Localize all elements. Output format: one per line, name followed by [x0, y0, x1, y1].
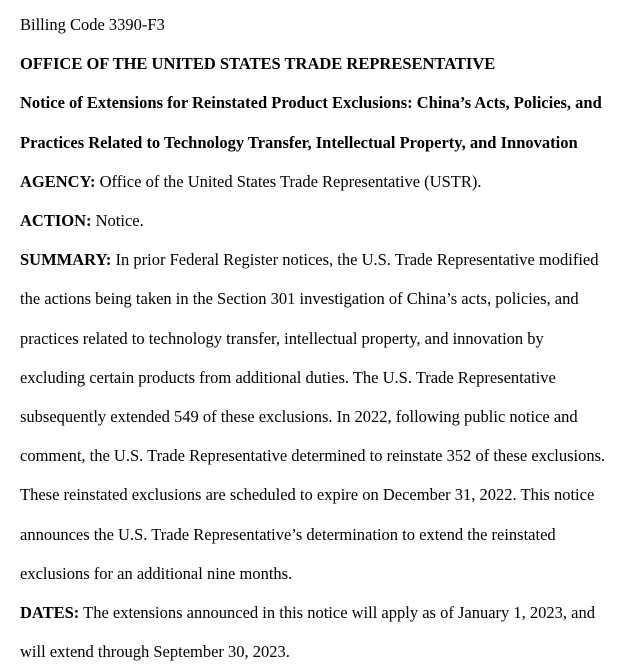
notice-title-line-1: Notice of Extensions for Reinstated Product Exclusions: China’s Acts, Policies, and [20, 93, 602, 113]
dates-line-1 [20, 593, 626, 632]
agency-label: AGENCY: [20, 171, 96, 191]
agency-text: Office of the United States Trade Representative (USTR). [95, 171, 482, 191]
dates-text-line-1: The extensions announced in this notice will apply as of January 1, 2023, and [79, 603, 595, 623]
billing-code: Billing Code 3390-F3 [20, 15, 165, 34]
agency-line [20, 162, 626, 201]
dates-label: DATES: [20, 603, 80, 623]
summary-line-2: the actions being taken in the Section 301 investigation of China’s acts, policies, and [20, 289, 579, 309]
action-label: ACTION: [20, 211, 92, 231]
summary-line-1 [20, 240, 626, 279]
summary-line-4: excluding certain products from additional duties. The U.S. Trade Representative [20, 367, 556, 387]
summary-line-5: subsequently extended 549 of these exclusions. In 2022, following public notice and [20, 407, 578, 427]
summary-line-6: comment, the U.S. Trade Representative determined to reinstate 352 of these exclusions. [20, 446, 606, 466]
action-line [20, 201, 626, 240]
summary-label: SUMMARY: [20, 250, 112, 270]
notice-title-line-2: Practices Related to Technology Transfer, Intellectual Property, and Innovation [20, 132, 578, 152]
summary-text-line-1: In prior Federal Register notices, the U.S. Trade Representative modified [111, 250, 599, 270]
action-text: Notice. [91, 211, 144, 231]
summary-line-9: exclusions for an additional nine months. [20, 563, 293, 583]
summary-line-7: These reinstated exclusions are scheduled to expire on December 31, 2022. This notice [20, 485, 595, 505]
summary-line-3: practices related to technology transfer, intellectual property, and innovation by [20, 328, 544, 348]
summary-line-8: announces the U.S. Trade Representative’s determination to extend the reinstated [20, 524, 556, 544]
agency-heading: OFFICE OF THE UNITED STATES TRADE REPRESENTATIVE [20, 54, 496, 74]
dates-line-2: will extend through September 30, 2023. [20, 642, 290, 662]
